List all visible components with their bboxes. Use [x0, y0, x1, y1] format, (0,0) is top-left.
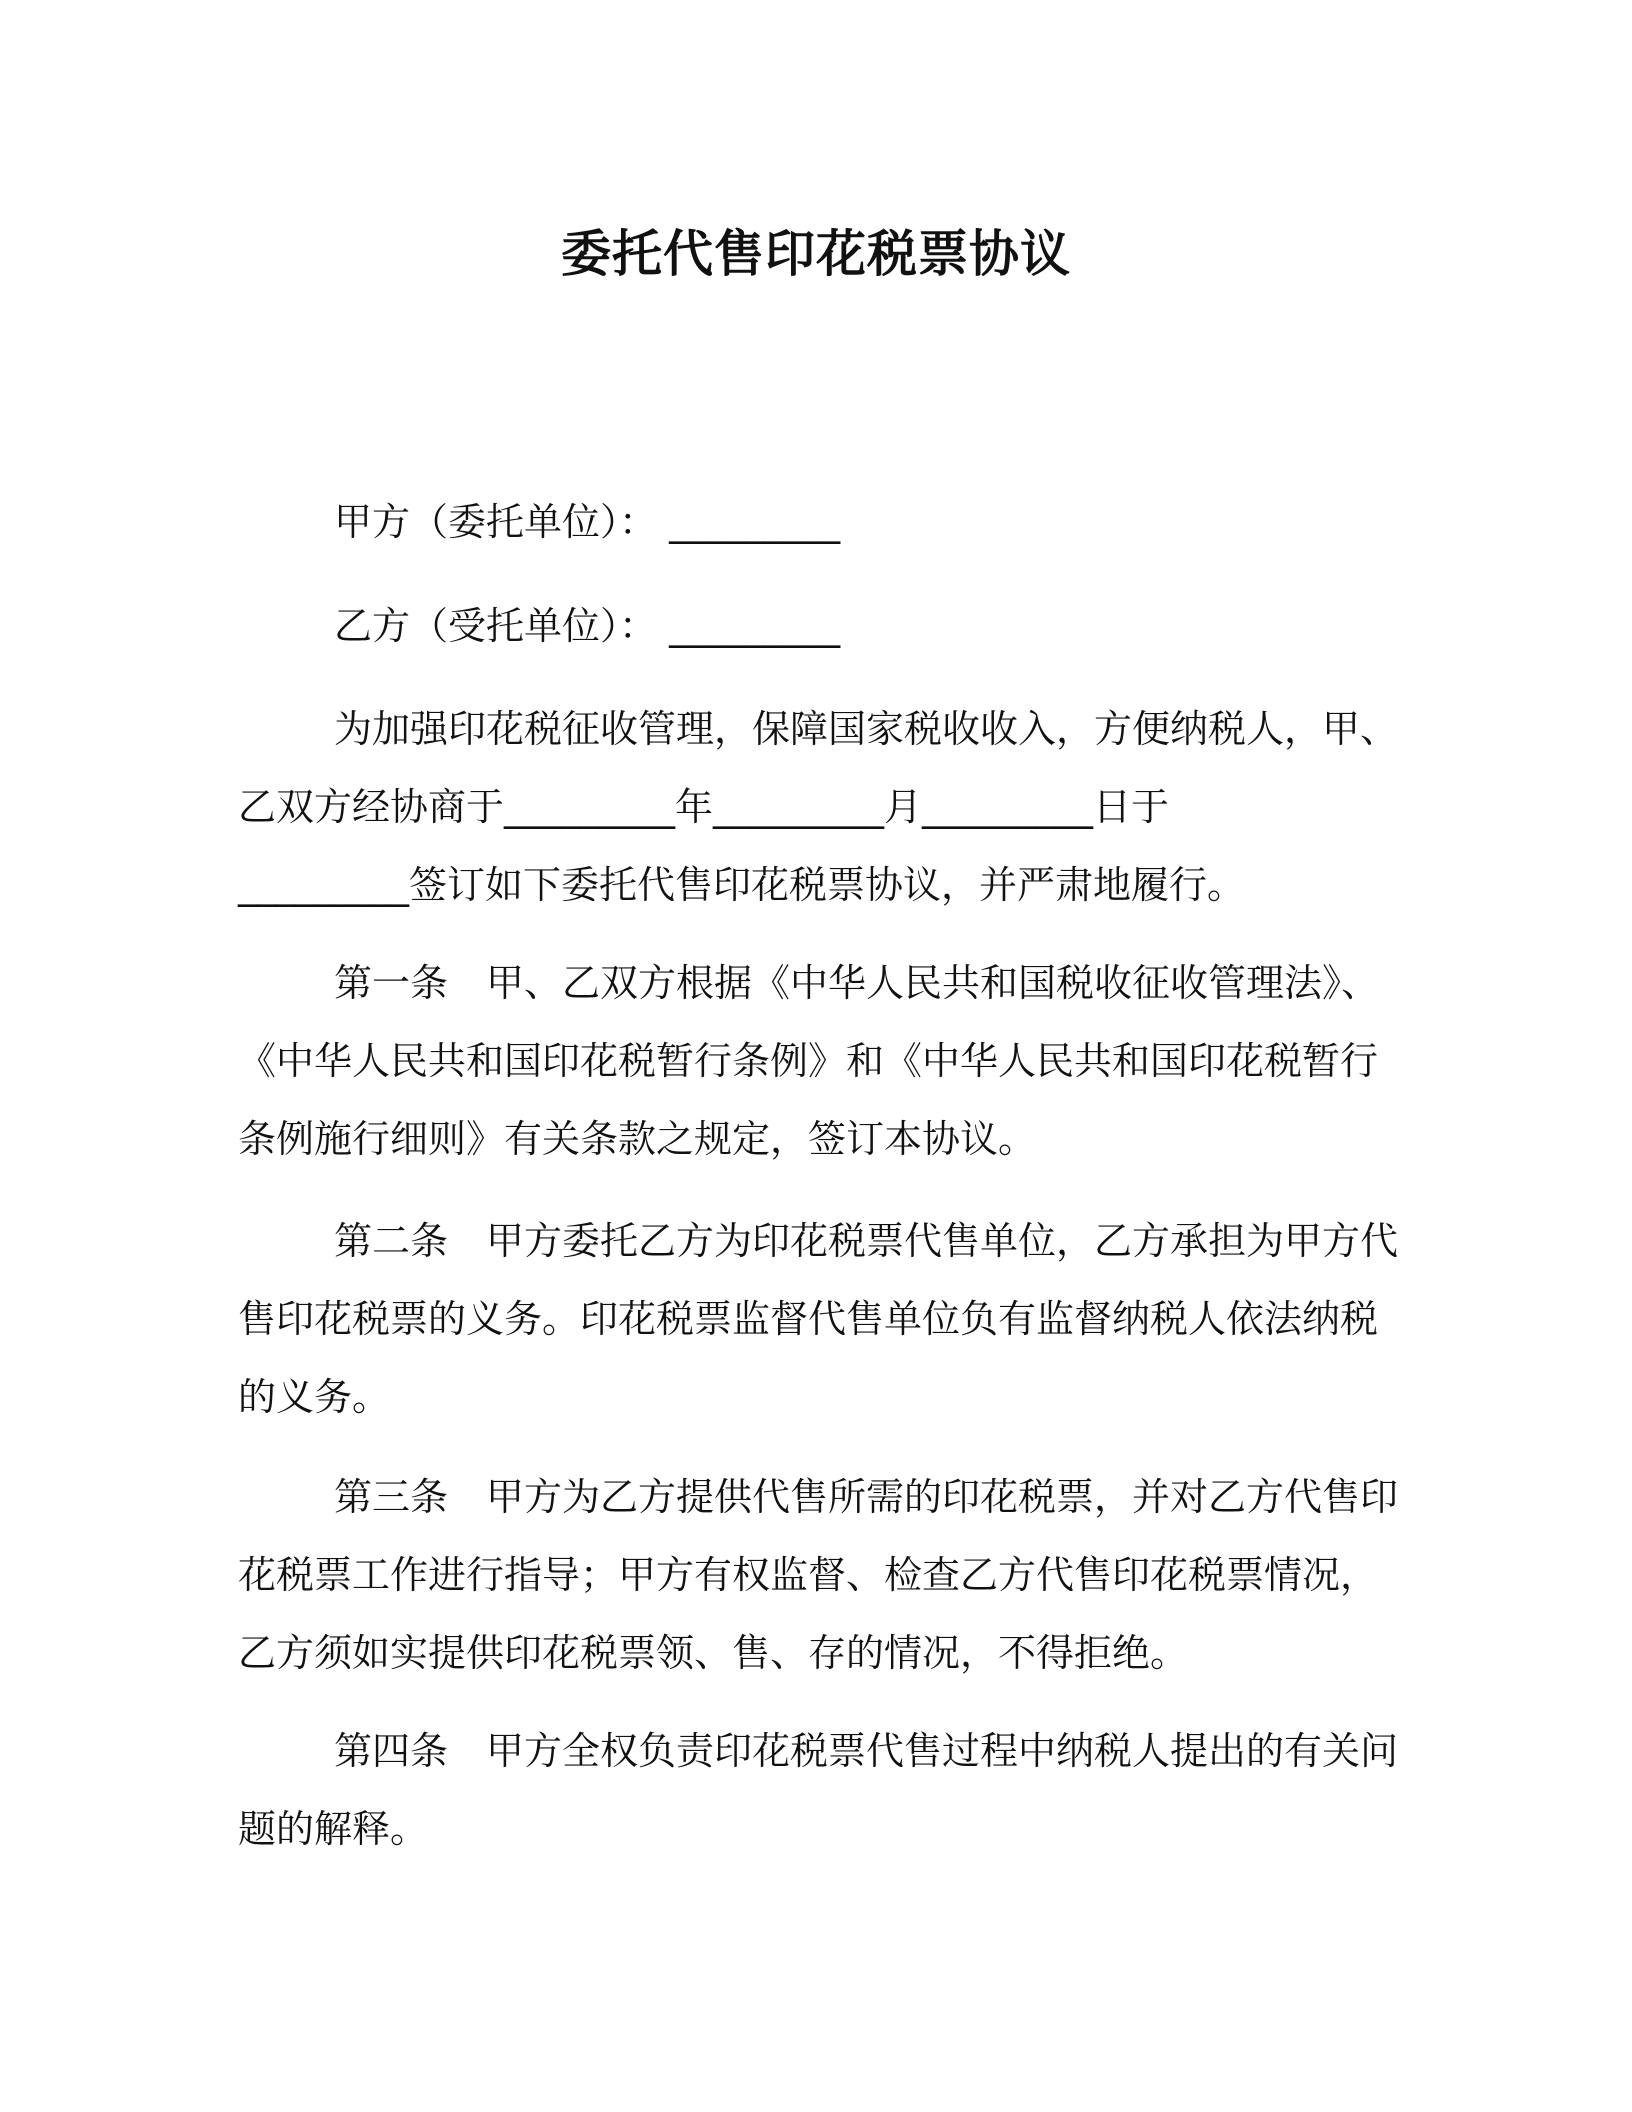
clause-line: 的义务。: [238, 1375, 391, 1419]
clause-text: 甲方为乙方提供代售所需的印花税票，并对乙方代售印: [486, 1475, 1399, 1519]
document-title: 委托代售印花税票协议: [561, 225, 1071, 283]
clause-1-paragraph: [238, 944, 1378, 1178]
preamble-line: 为加强印花税征收管理，保障国家税收收入，方便纳税人，甲、: [334, 707, 1399, 751]
clause-number: 第二条: [334, 1219, 449, 1263]
clause-4-paragraph: [238, 1712, 1399, 1868]
clause-number: 第三条: [334, 1475, 449, 1519]
preamble-line: 乙双方经协商于_________年_________月_________日于: [238, 785, 1170, 829]
clause-line: [238, 1712, 1399, 1790]
clause-line: 条例施行细则》有关条款之规定，签订本协议。: [238, 1117, 1037, 1161]
clause-number: 第一条: [334, 961, 449, 1005]
clause-line: 题的解释。: [238, 1807, 429, 1851]
clause-text: 甲、乙双方根据《中华人民共和国税收征收管理法》、: [486, 961, 1380, 1005]
clause-line: [238, 1458, 1399, 1536]
party-b-line: 乙方（受托单位）： _________: [334, 604, 841, 648]
clause-3-paragraph: [238, 1458, 1399, 1692]
clause-line: [238, 944, 1378, 1022]
party-a-line: 甲方（委托单位）： _________: [334, 500, 841, 544]
clause-line: 花税票工作进行指导；甲方有权监督、检查乙方代售印花税票情况，: [238, 1553, 1379, 1597]
clause-line: 售印花税票的义务。印花税票监督代售单位负有监督纳税人依法纳税: [238, 1297, 1379, 1341]
clause-line: 乙方须如实提供印花税票领、售、存的情况，不得拒绝。: [238, 1631, 1189, 1675]
clause-2-paragraph: [238, 1202, 1399, 1436]
clause-line: [238, 1202, 1399, 1280]
clause-text: 甲方委托乙方为印花税票代售单位，乙方承担为甲方代: [486, 1219, 1399, 1263]
clause-text: 甲方全权负责印花税票代售过程中纳税人提出的有关问: [486, 1729, 1399, 1773]
clause-line: 《中华人民共和国印花税暂行条例》和《中华人民共和国印花税暂行: [238, 1039, 1379, 1083]
preamble-paragraph: [238, 690, 1399, 924]
clause-number: 第四条: [334, 1729, 449, 1773]
preamble-line: _________签订如下委托代售印花税票协议，并严肃地履行。: [238, 863, 1246, 907]
